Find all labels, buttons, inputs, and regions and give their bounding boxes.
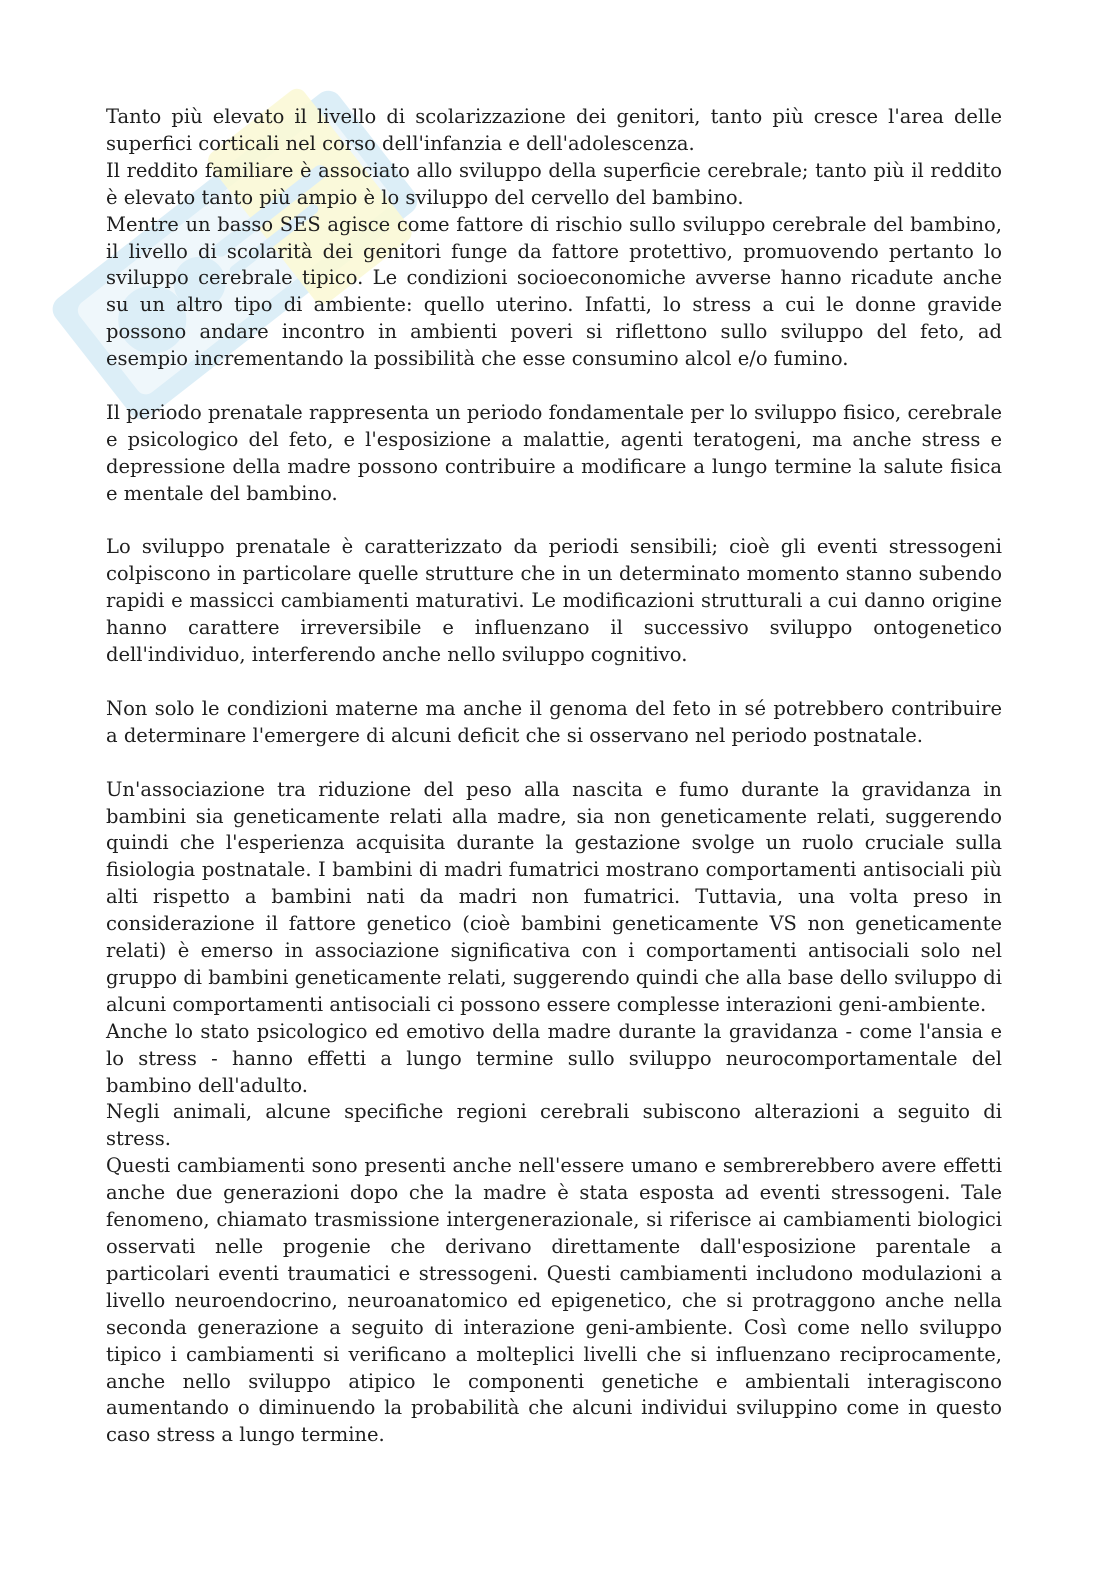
paragraph: Anche lo stato psicologico ed emotivo della madre durante la gravidanza - come l'ansia e lo stress - hanno effetti a lungo termine sullo sviluppo neurocomportamentale del bambino dell'adulto. [106,1019,1002,1097]
paragraph: Questi cambiamenti sono presenti anche nell'essere umano e sembrerebbero avere effetti anche due generazioni dopo che la madre è stata esposta ad eventi stressogeni. Tale fenomeno, chiamato trasmissione intergenerazionale, si riferisce ai cambiamenti biologici osservati nelle progenie che derivano direttamente dall'esposizione parentale a particolari eventi traumatici e stressogeni. Questi cambiamenti includono modulazioni a livello neuroendocrino, neuroanatomico ed epigenetico, che si protraggono anche nella seconda generazione a seguito di interazione geni-ambiente. Così come nello sviluppo tipico i cambiamenti si verificano a molteplici livelli che si influenzano reciprocamente, anche nello sviluppo atipico le componenti genetiche e ambientali interagiscono aumentando o diminuendo la probabilità che alcuni individui sviluppino come in questo caso stress a lungo termine. [106,1154,1002,1447]
paragraph-spacer [106,669,1002,696]
paragraph: Negli animali, alcune specifiche regioni cerebrali subiscono alterazioni a seguito di stress. [106,1100,1002,1151]
paragraph: Mentre un basso SES agisce come fattore di rischio sullo sviluppo cerebrale del bambino, il livello di scolarità dei genitori funge da fattore protettivo, promuovendo pertanto lo sviluppo cerebrale tipico. Le condizioni socioeconomiche avverse hanno ricadute anche su un altro tipo di ambiente: quello uterino. Infatti, lo stress a cui le donne gravide possono andare incontro in ambienti poveri si riflettono sullo sviluppo del feto, ad esempio incrementando la possibilità che esse consumino alcol e/o fumino. [106,212,1002,371]
paragraph: Lo sviluppo prenatale è caratterizzato da periodi sensibili; cioè gli eventi stressogeni colpiscono in particolare quelle strutture che in un determinato momento stanno subendo rapidi e massicci cambiamenti maturativi. Le modificazioni strutturali a cui danno origine hanno carattere irreversibile e influenzano il successivo sviluppo ontogenetico dell'individuo, interferendo anche nello sviluppo cognitivo. [106,535,1002,667]
paragraph: Il reddito familiare è associato allo sviluppo della superficie cerebrale; tanto più il reddito è elevato tanto più ampio è lo sviluppo del cervello del bambino. [106,158,1002,209]
paragraph-spacer [106,373,1002,400]
paragraph-spacer [106,750,1002,777]
paragraph: Un'associazione tra riduzione del peso alla nascita e fumo durante la gravidanza in bambini sia geneticamente relati alla madre, sia non geneticamente relati, suggerendo quindi che l'esperienza acquisita durante la gestazione svolge un ruolo cruciale sulla fisiologia postnatale. I bambini di madri fumatrici mostrano comportamenti antisociali più alti rispetto a bambini nati da madri non fumatrici. Tuttavia, una volta preso in considerazione il fattore genetico (cioè bambini geneticamente VS non geneticamente relati) è emerso in associazione significativa con i comportamenti antisociali solo nel gruppo di bambini geneticamente relati, suggerendo quindi che alla base dello sviluppo di alcuni comportamenti antisociali ci possono essere complesse interazioni geni-ambiente. [106,777,1002,1016]
paragraph: Il periodo prenatale rappresenta un periodo fondamentale per lo sviluppo fisico, cerebrale e psicologico del feto, e l'esposizione a malattie, agenti teratogeni, ma anche stress e depressione della madre possono contribuire a modificare a lungo termine la salute fisica e mentale del bambino. [106,400,1002,505]
document-body [106,104,1002,1449]
paragraph-spacer [106,508,1002,535]
paragraph: Non solo le condizioni materne ma anche il genoma del feto in sé potrebbero contribuire a determinare l'emergere di alcuni deficit che si osservano nel periodo postnatale. [106,696,1002,747]
paragraph: Tanto più elevato il livello di scolarizzazione dei genitori, tanto più cresce l'area delle superfici corticali nel corso dell'infanzia e dell'adolescenza. [106,105,1002,155]
